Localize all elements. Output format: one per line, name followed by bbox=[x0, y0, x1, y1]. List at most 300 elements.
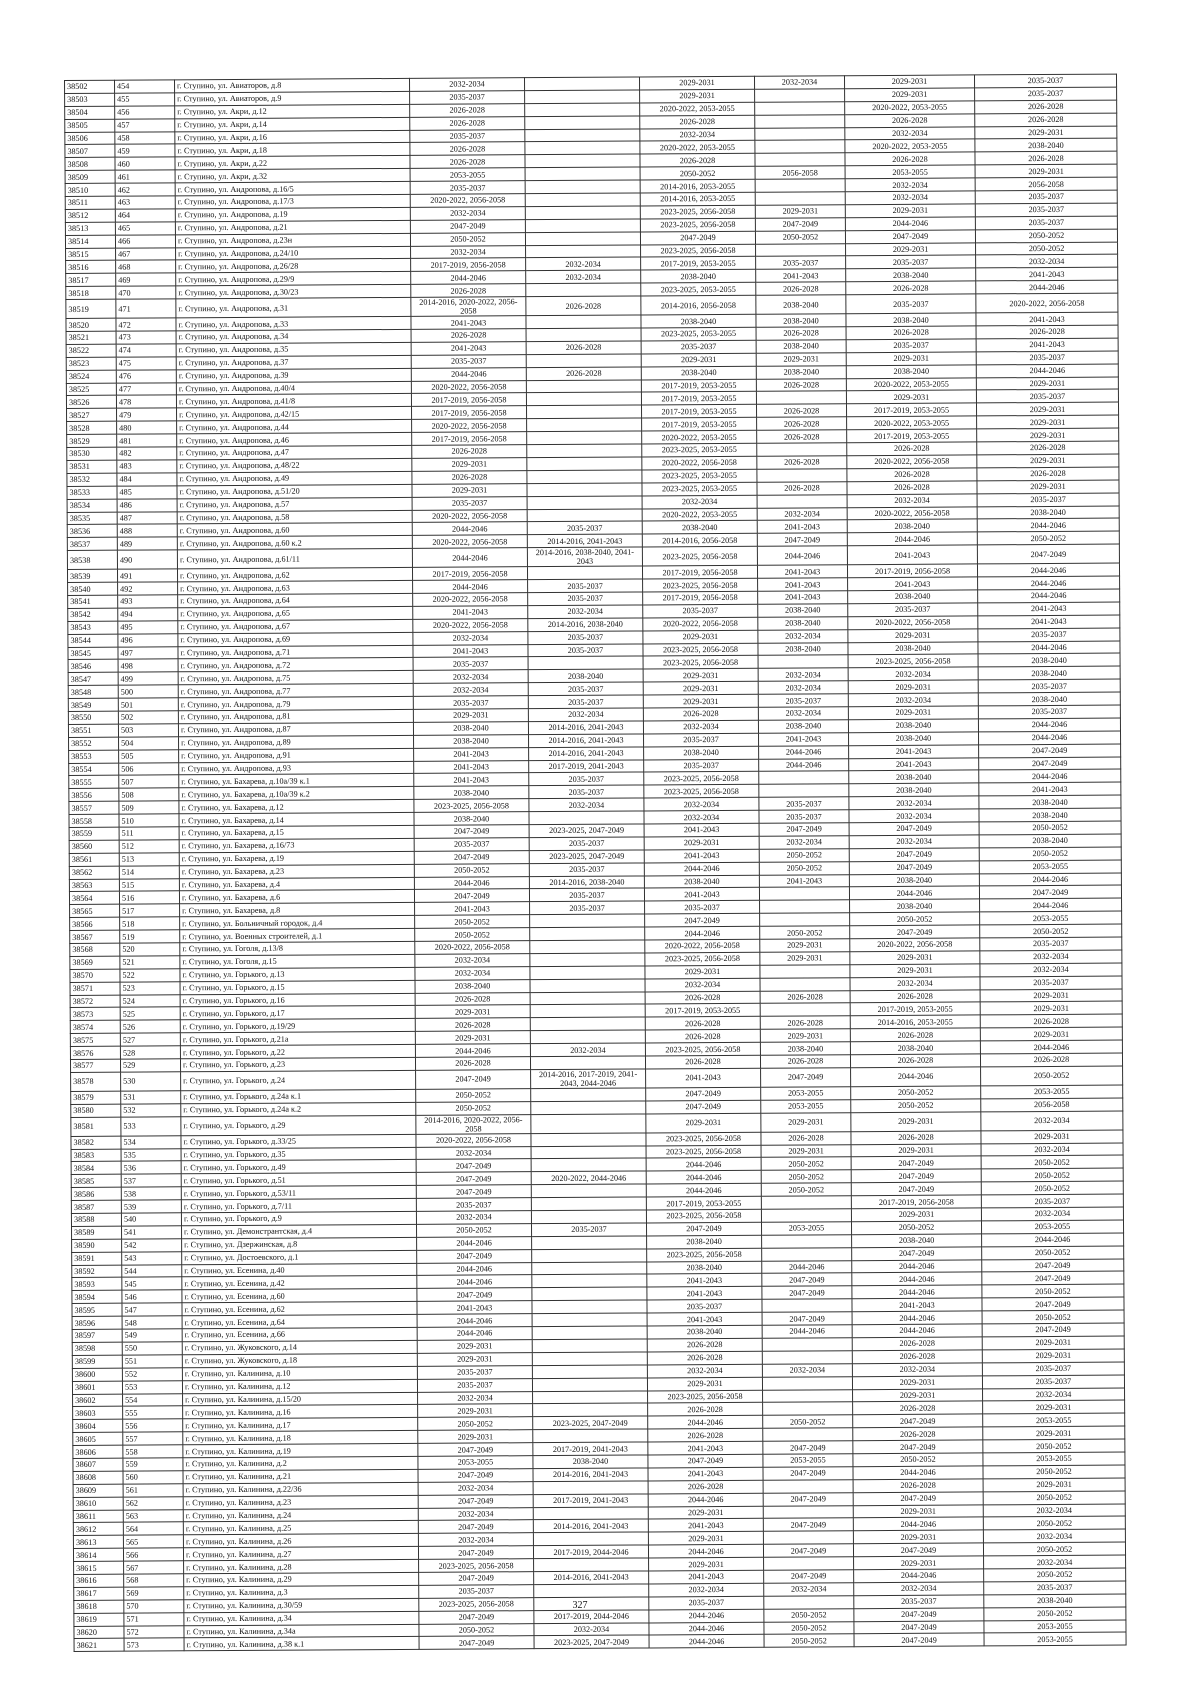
period-col-8: 2047-2049 bbox=[851, 1182, 981, 1196]
address: г. Ступино, ул. Горького, д.29 bbox=[181, 1115, 416, 1135]
period-col-7: 2047-2049 bbox=[762, 1273, 852, 1286]
period-col-8: 2017-2019, 2056-2058 bbox=[851, 1195, 981, 1209]
period-col-5: 2023-2025, 2047-2049 bbox=[533, 1416, 648, 1430]
period-col-6: 2044-2046 bbox=[646, 1171, 761, 1185]
address: г. Ступино, ул. Есенина, д.62 bbox=[182, 1302, 417, 1316]
period-col-5 bbox=[525, 232, 640, 246]
period-col-9: 2047-2049 bbox=[979, 757, 1121, 771]
period-col-4: 2020-2022, 2056-2058 bbox=[412, 509, 527, 523]
item-number: 567 bbox=[124, 1561, 184, 1574]
period-col-8: 2020-2022, 2056-2058 bbox=[848, 616, 978, 630]
address: г. Ступино, ул. Андропова, д.60 к.2 bbox=[177, 536, 412, 550]
period-col-9: 2050-2052 bbox=[984, 1568, 1126, 1582]
period-col-9: 2050-2052 bbox=[981, 1168, 1123, 1182]
period-col-7 bbox=[764, 1595, 854, 1608]
item-number: 518 bbox=[120, 917, 180, 930]
period-col-6: 2017-2019, 2053-2055 bbox=[642, 418, 757, 432]
item-number: 560 bbox=[123, 1471, 183, 1484]
period-col-8: 2026-2028 bbox=[850, 989, 980, 1003]
row-id: 38565 bbox=[70, 905, 120, 918]
address: г. Ступино, ул. Калинина, д.26 bbox=[183, 1534, 418, 1548]
period-col-9: 2056-2058 bbox=[975, 177, 1117, 191]
address: г. Ступино, ул. Горького, д.51 bbox=[181, 1173, 416, 1187]
period-col-5 bbox=[527, 457, 642, 471]
period-col-9: 2050-2052 bbox=[976, 242, 1118, 256]
period-col-9: 2029-2031 bbox=[983, 1426, 1125, 1440]
item-number: 457 bbox=[115, 118, 175, 131]
address: г. Ступино, ул. Акри, д.22 bbox=[175, 156, 410, 170]
period-col-8: 2020-2022, 2056-2058 bbox=[847, 506, 977, 520]
address: г. Ступино, ул. Горького, д.24а к.2 bbox=[181, 1102, 416, 1116]
period-col-8: 2026-2028 bbox=[845, 152, 975, 166]
period-col-5: 2035-2037 bbox=[528, 643, 643, 657]
address: г. Ступино, ул. Андропова, д.44 bbox=[177, 420, 412, 434]
period-col-6: 2017-2019, 2053-2055 bbox=[641, 379, 756, 393]
period-col-8: 2047-2049 bbox=[845, 230, 975, 244]
period-col-4: 2044-2046 bbox=[413, 580, 528, 594]
row-id: 38516 bbox=[66, 261, 116, 274]
period-col-8: 2029-2031 bbox=[846, 352, 976, 366]
period-col-5: 2035-2037 bbox=[527, 521, 642, 535]
period-col-6: 2044-2046 bbox=[648, 1416, 763, 1430]
period-col-4: 2017-2019, 2056-2058 bbox=[412, 406, 527, 420]
period-col-6: 2026-2028 bbox=[645, 1055, 760, 1069]
period-col-5: 2017-2019, 2044-2046 bbox=[533, 1545, 648, 1559]
period-col-4: 2044-2046 bbox=[415, 1044, 530, 1058]
period-col-6: 2023-2025, 2056-2058 bbox=[648, 1390, 763, 1404]
period-col-8: 2041-2043 bbox=[849, 745, 979, 759]
period-col-7 bbox=[763, 1402, 853, 1415]
period-col-4: 2047-2049 bbox=[418, 1520, 533, 1534]
row-id: 38564 bbox=[69, 892, 119, 905]
row-id: 38586 bbox=[71, 1187, 121, 1200]
row-id: 38558 bbox=[69, 814, 119, 827]
period-col-4: 2032-2034 bbox=[416, 1211, 531, 1225]
item-number: 536 bbox=[121, 1161, 181, 1174]
period-col-7: 2026-2028 bbox=[761, 1131, 851, 1144]
period-col-6: 2026-2028 bbox=[645, 1029, 760, 1043]
period-col-5 bbox=[527, 470, 642, 484]
period-col-9: 2029-2031 bbox=[976, 402, 1118, 416]
item-number: 550 bbox=[122, 1342, 182, 1355]
period-col-7: 2044-2046 bbox=[762, 1260, 852, 1273]
period-col-7 bbox=[762, 1247, 852, 1260]
period-col-7: 2029-2031 bbox=[760, 1029, 850, 1042]
period-col-6: 2029-2031 bbox=[647, 1377, 762, 1391]
period-col-6: 2038-2040 bbox=[641, 314, 756, 328]
period-col-4: 2026-2028 bbox=[410, 116, 525, 130]
row-id: 38532 bbox=[67, 473, 117, 486]
period-col-4: 2047-2049 bbox=[418, 1546, 533, 1560]
period-col-6: 2029-2031 bbox=[641, 353, 756, 367]
item-number: 480 bbox=[117, 421, 177, 434]
item-number: 482 bbox=[117, 447, 177, 460]
row-id: 38604 bbox=[73, 1419, 123, 1432]
period-col-5: 2035-2037 bbox=[528, 592, 643, 606]
period-col-9: 2035-2037 bbox=[975, 216, 1117, 230]
period-col-9: 2050-2052 bbox=[982, 1284, 1124, 1298]
period-col-5 bbox=[530, 927, 645, 941]
period-col-6: 2026-2028 bbox=[647, 1338, 762, 1352]
item-number: 514 bbox=[119, 865, 179, 878]
address: г. Ступино, ул. Андропова, д.69 bbox=[178, 632, 413, 646]
period-col-4: 2047-2049 bbox=[419, 1610, 534, 1624]
period-col-4: 2020-2022, 2056-2058 bbox=[410, 194, 525, 208]
item-number: 552 bbox=[122, 1368, 182, 1381]
period-col-6: 2023-2025, 2056-2058 bbox=[644, 772, 759, 786]
item-number: 526 bbox=[120, 1020, 180, 1033]
period-col-5 bbox=[527, 405, 642, 419]
period-col-6: 2032-2034 bbox=[644, 810, 759, 824]
row-id: 38619 bbox=[74, 1613, 124, 1626]
period-col-8: 2017-2019, 2056-2058 bbox=[847, 564, 977, 578]
item-number: 570 bbox=[124, 1600, 184, 1613]
period-col-8: 2047-2049 bbox=[849, 861, 979, 875]
period-col-5 bbox=[525, 141, 640, 155]
item-number: 465 bbox=[115, 222, 175, 235]
address: г. Ступино, ул. Калинина, д.2 bbox=[183, 1456, 418, 1470]
address: г. Ступино, ул. Андропова, д.77 bbox=[178, 684, 413, 698]
period-col-5 bbox=[526, 380, 641, 394]
period-col-6: 2023-2025, 2056-2058 bbox=[640, 218, 755, 232]
row-id: 38552 bbox=[69, 737, 119, 750]
period-col-4: 2029-2031 bbox=[415, 1005, 530, 1019]
item-number: 468 bbox=[116, 260, 176, 273]
period-col-6: 2023-2025, 2056-2058 bbox=[646, 1145, 761, 1159]
address: г. Ступино, ул. Андропова, д.91 bbox=[179, 748, 414, 762]
item-number: 489 bbox=[117, 537, 177, 550]
period-col-8: 2053-2055 bbox=[845, 165, 975, 179]
period-col-8: 2032-2034 bbox=[849, 835, 979, 849]
period-col-5: 2035-2037 bbox=[530, 901, 645, 915]
row-id: 38515 bbox=[66, 248, 116, 261]
period-col-5: 2017-2019, 2041-2043 bbox=[533, 1442, 648, 1456]
row-id: 38567 bbox=[70, 930, 120, 943]
period-col-5 bbox=[532, 1326, 647, 1340]
item-number: 462 bbox=[115, 183, 175, 196]
period-col-7: 2047-2049 bbox=[764, 1570, 854, 1583]
period-col-9: 2038-2040 bbox=[978, 653, 1120, 667]
address: г. Ступино, ул. Горького, д.24а к.1 bbox=[181, 1089, 416, 1103]
period-col-9: 2029-2031 bbox=[980, 1002, 1122, 1016]
period-col-8: 2044-2046 bbox=[852, 1272, 982, 1286]
period-col-6: 2023-2025, 2056-2058 bbox=[642, 546, 757, 566]
item-number: 537 bbox=[121, 1174, 181, 1187]
row-id: 38544 bbox=[68, 634, 118, 647]
row-id: 38505 bbox=[65, 119, 115, 132]
period-col-5 bbox=[526, 283, 641, 297]
period-col-7 bbox=[762, 1235, 852, 1248]
row-id: 38541 bbox=[68, 595, 118, 608]
item-number: 507 bbox=[119, 775, 179, 788]
address: г. Ступино, ул. Андропова, д.23н bbox=[175, 233, 410, 247]
period-col-4: 2026-2028 bbox=[410, 142, 525, 156]
row-id: 38609 bbox=[73, 1484, 123, 1497]
address: г. Ступино, ул. Калинина, д.24 bbox=[183, 1508, 418, 1522]
period-col-6: 2017-2019, 2053-2055 bbox=[641, 392, 756, 406]
period-col-6: 2038-2040 bbox=[647, 1261, 762, 1275]
period-col-6: 2035-2037 bbox=[644, 759, 759, 773]
period-col-4: 2041-2043 bbox=[411, 316, 526, 330]
period-col-9: 2035-2037 bbox=[976, 351, 1118, 365]
row-id: 38504 bbox=[65, 106, 115, 119]
period-col-6: 2029-2031 bbox=[646, 1113, 761, 1133]
period-col-8: 2047-2049 bbox=[852, 1247, 982, 1261]
period-col-9: 2035-2037 bbox=[975, 190, 1117, 204]
period-col-9: 2026-2028 bbox=[976, 325, 1118, 339]
period-col-7: 2038-2040 bbox=[758, 604, 848, 617]
period-col-7 bbox=[755, 192, 845, 205]
period-col-5 bbox=[531, 1158, 646, 1172]
period-col-4: 2032-2034 bbox=[416, 1146, 531, 1160]
item-number: 481 bbox=[117, 434, 177, 447]
period-col-7 bbox=[756, 243, 846, 256]
period-col-8: 2017-2019, 2053-2055 bbox=[847, 429, 977, 443]
row-id: 38509 bbox=[65, 170, 115, 183]
period-col-4: 2029-2031 bbox=[415, 1031, 530, 1045]
row-id: 38603 bbox=[73, 1407, 123, 1420]
period-col-7: 2029-2031 bbox=[756, 353, 846, 366]
period-col-7: 2053-2055 bbox=[761, 1100, 851, 1113]
period-col-9: 2050-2052 bbox=[983, 1542, 1125, 1556]
period-col-7: 2026-2028 bbox=[756, 404, 846, 417]
period-col-8: 2026-2028 bbox=[853, 1427, 983, 1441]
period-col-8: 2020-2022, 2053-2055 bbox=[845, 101, 975, 115]
period-col-5: 2023-2025, 2047-2049 bbox=[534, 1635, 649, 1649]
period-col-5 bbox=[527, 496, 642, 510]
period-col-8: 2029-2031 bbox=[846, 390, 976, 404]
row-id: 38607 bbox=[73, 1458, 123, 1471]
period-col-5 bbox=[531, 1184, 646, 1198]
period-col-4: 2017-2019, 2056-2058 bbox=[412, 432, 527, 446]
row-id: 38519 bbox=[66, 299, 116, 318]
period-col-5: 2014-2016, 2041-2043 bbox=[533, 1519, 648, 1533]
period-col-8: 2044-2046 bbox=[845, 217, 975, 231]
period-col-7 bbox=[762, 1338, 852, 1351]
item-number: 474 bbox=[116, 344, 176, 357]
item-number: 479 bbox=[117, 408, 177, 421]
period-col-4: 2026-2028 bbox=[410, 155, 525, 169]
address: г. Ступино, ул. Горького, д.35 bbox=[181, 1147, 416, 1161]
period-col-4: 2035-2037 bbox=[410, 91, 525, 105]
period-col-4: 2041-2043 bbox=[413, 644, 528, 658]
period-col-8: 2047-2049 bbox=[849, 822, 979, 836]
period-col-8: 2038-2040 bbox=[846, 313, 976, 327]
period-col-9: 2032-2034 bbox=[981, 1207, 1123, 1221]
period-col-5: 2032-2034 bbox=[530, 1043, 645, 1057]
period-col-4: 2050-2052 bbox=[418, 1417, 533, 1431]
period-col-4: 2047-2049 bbox=[418, 1443, 533, 1457]
period-col-9: 2032-2034 bbox=[983, 1504, 1125, 1518]
period-col-8: 2017-2019, 2053-2055 bbox=[850, 1002, 980, 1016]
period-col-6: 2035-2037 bbox=[647, 1300, 762, 1314]
period-col-8: 2044-2046 bbox=[854, 1569, 984, 1583]
period-col-7: 2041-2043 bbox=[759, 732, 849, 745]
address: г. Ступино, ул. Андропова, д.34 bbox=[176, 329, 411, 343]
period-col-9: 2044-2046 bbox=[978, 731, 1120, 745]
row-id: 38593 bbox=[72, 1278, 122, 1291]
period-col-5: 2014-2016, 2041-2043 bbox=[534, 1571, 649, 1585]
address: г. Ступино, ул. Андропова, д.49 bbox=[177, 471, 412, 485]
period-col-9: 2044-2046 bbox=[979, 769, 1121, 783]
row-id: 38535 bbox=[67, 512, 117, 525]
period-col-9: 2032-2034 bbox=[981, 1111, 1123, 1131]
period-col-5 bbox=[531, 1197, 646, 1211]
period-col-7: 2026-2028 bbox=[757, 417, 847, 430]
period-col-9: 2044-2046 bbox=[980, 898, 1122, 912]
period-col-9: 2053-2055 bbox=[984, 1632, 1126, 1646]
row-id: 38511 bbox=[65, 196, 115, 209]
period-col-5 bbox=[532, 1262, 647, 1276]
period-col-7 bbox=[763, 1389, 853, 1402]
period-col-7 bbox=[764, 1557, 854, 1570]
period-col-5 bbox=[534, 1558, 649, 1572]
period-col-9: 2050-2052 bbox=[983, 1491, 1125, 1505]
period-col-9: 2044-2046 bbox=[977, 518, 1119, 532]
period-col-5 bbox=[525, 167, 640, 181]
row-id: 38522 bbox=[66, 344, 116, 357]
item-number: 523 bbox=[120, 981, 180, 994]
period-col-6: 2026-2028 bbox=[645, 991, 760, 1005]
address: г. Ступино, ул. Калинина, д.27 bbox=[183, 1547, 418, 1561]
period-col-7: 2035-2037 bbox=[759, 797, 849, 810]
row-id: 38563 bbox=[69, 879, 119, 892]
period-col-6: 2044-2046 bbox=[648, 1493, 763, 1507]
period-col-9: 2035-2037 bbox=[982, 1375, 1124, 1389]
item-number: 555 bbox=[123, 1406, 183, 1419]
item-number: 540 bbox=[121, 1213, 181, 1226]
period-col-8: 2029-2031 bbox=[848, 680, 978, 694]
period-col-9: 2047-2049 bbox=[979, 744, 1121, 758]
period-col-6: 2029-2031 bbox=[640, 89, 755, 103]
period-col-5: 2023-2025, 2047-2049 bbox=[529, 850, 644, 864]
row-id: 38556 bbox=[69, 788, 119, 801]
row-id: 38618 bbox=[74, 1600, 124, 1613]
period-col-8: 2038-2040 bbox=[849, 783, 979, 797]
row-id: 38502 bbox=[65, 80, 115, 93]
row-id: 38577 bbox=[70, 1059, 120, 1072]
period-col-6: 2050-2052 bbox=[640, 167, 755, 181]
address: г. Ступино, ул. Акри, д.18 bbox=[175, 143, 410, 157]
address: г. Ступино, ул. Дзержинская, д.8 bbox=[182, 1237, 417, 1251]
period-col-4: 2044-2046 bbox=[417, 1314, 532, 1328]
row-id: 38559 bbox=[69, 827, 119, 840]
row-id: 38549 bbox=[68, 698, 118, 711]
address: г. Ступино, ул. Горького, д.22 bbox=[180, 1044, 415, 1058]
address: г. Ступино, ул. Андропова, д.41/8 bbox=[176, 394, 411, 408]
item-number: 548 bbox=[122, 1316, 182, 1329]
period-col-9: 2026-2028 bbox=[975, 151, 1117, 165]
period-col-5 bbox=[533, 1506, 648, 1520]
period-col-7: 2026-2028 bbox=[757, 456, 847, 469]
period-col-6: 2038-2040 bbox=[642, 521, 757, 535]
period-col-9: 2029-2031 bbox=[977, 428, 1119, 442]
period-col-9: 2050-2052 bbox=[983, 1439, 1125, 1453]
period-col-9: 2050-2052 bbox=[981, 1181, 1123, 1195]
period-col-5: 2032-2034 bbox=[526, 270, 641, 284]
row-id: 38550 bbox=[68, 711, 118, 724]
item-number: 542 bbox=[122, 1239, 182, 1252]
period-col-7: 2053-2055 bbox=[761, 1222, 851, 1235]
item-number: 461 bbox=[115, 170, 175, 183]
period-col-8: 2029-2031 bbox=[853, 1530, 983, 1544]
period-col-4: 2032-2034 bbox=[415, 966, 530, 980]
address: г. Ступино, ул. Андропова, д.60 bbox=[177, 523, 412, 537]
period-col-7: 2044-2046 bbox=[757, 546, 847, 566]
period-col-9: 2047-2049 bbox=[982, 1323, 1124, 1337]
period-col-9: 2029-2031 bbox=[977, 480, 1119, 494]
period-col-5 bbox=[532, 1287, 647, 1301]
address: г. Ступино, ул. Андропова, д.40/4 bbox=[176, 381, 411, 395]
address: г. Ступино, ул. Андропова, д.33 bbox=[176, 317, 411, 331]
item-number: 521 bbox=[120, 956, 180, 969]
item-number: 498 bbox=[118, 659, 178, 672]
period-col-4: 2029-2031 bbox=[412, 458, 527, 472]
address: г. Ступино, ул. Калинина, д.34а bbox=[184, 1624, 419, 1638]
row-id: 38551 bbox=[68, 724, 118, 737]
address: г. Ступино, ул. Авиаторов, д.9 bbox=[175, 91, 410, 105]
address: г. Ступино, ул. Акри, д.32 bbox=[175, 169, 410, 183]
period-col-4: 2035-2037 bbox=[414, 838, 529, 852]
period-col-6: 2023-2025, 2056-2058 bbox=[643, 656, 758, 670]
address: г. Ступино, ул. Калинина, д.21 bbox=[183, 1469, 418, 1483]
item-number: 503 bbox=[118, 724, 178, 737]
period-col-6: 2029-2031 bbox=[643, 669, 758, 683]
period-col-5: 2035-2037 bbox=[529, 888, 644, 902]
period-col-7: 2035-2037 bbox=[758, 694, 848, 707]
period-col-6: 2029-2031 bbox=[644, 836, 759, 850]
period-col-4: 2035-2037 bbox=[413, 657, 528, 671]
period-col-9: 2053-2055 bbox=[984, 1620, 1126, 1634]
period-col-5 bbox=[530, 992, 645, 1006]
period-col-9: 2026-2028 bbox=[977, 467, 1119, 481]
period-col-4: 2017-2019, 2056-2058 bbox=[411, 258, 526, 272]
period-col-5 bbox=[527, 418, 642, 432]
period-col-7: 2035-2037 bbox=[756, 256, 846, 269]
row-id: 38598 bbox=[72, 1342, 122, 1355]
period-col-6: 2041-2043 bbox=[648, 1519, 763, 1533]
period-col-9: 2035-2037 bbox=[978, 705, 1120, 719]
item-number: 508 bbox=[119, 788, 179, 801]
period-col-4: 2026-2028 bbox=[412, 471, 527, 485]
period-col-7: 2026-2028 bbox=[756, 378, 846, 391]
row-id: 38503 bbox=[65, 93, 115, 106]
period-col-8: 2041-2043 bbox=[852, 1298, 982, 1312]
period-col-4: 2050-2052 bbox=[419, 1623, 534, 1637]
period-col-4: 2041-2043 bbox=[411, 342, 526, 356]
period-col-4: 2035-2037 bbox=[417, 1365, 532, 1379]
period-col-8: 2026-2028 bbox=[846, 281, 976, 295]
period-col-6: 2026-2028 bbox=[647, 1351, 762, 1365]
period-col-5: 2014-2016, 2041-2043 bbox=[529, 747, 644, 761]
period-col-6: 2029-2031 bbox=[639, 76, 754, 90]
period-col-8: 2050-2052 bbox=[853, 1453, 983, 1467]
row-id: 38582 bbox=[71, 1136, 121, 1149]
row-id: 38597 bbox=[72, 1329, 122, 1342]
period-col-4: 2038-2040 bbox=[413, 722, 528, 736]
period-col-4: 2038-2040 bbox=[414, 812, 529, 826]
period-col-4: 2047-2049 bbox=[418, 1469, 533, 1483]
row-id: 38546 bbox=[68, 660, 118, 673]
period-col-4: 2026-2028 bbox=[415, 1018, 530, 1032]
period-col-5: 2032-2034 bbox=[534, 1622, 649, 1636]
period-col-7: 2032-2034 bbox=[758, 668, 848, 681]
period-col-9: 2044-2046 bbox=[976, 364, 1118, 378]
row-id: 38540 bbox=[68, 582, 118, 595]
period-col-9: 2026-2028 bbox=[975, 113, 1117, 127]
period-col-9: 2029-2031 bbox=[981, 1130, 1123, 1144]
period-col-4: 2032-2034 bbox=[409, 78, 524, 92]
